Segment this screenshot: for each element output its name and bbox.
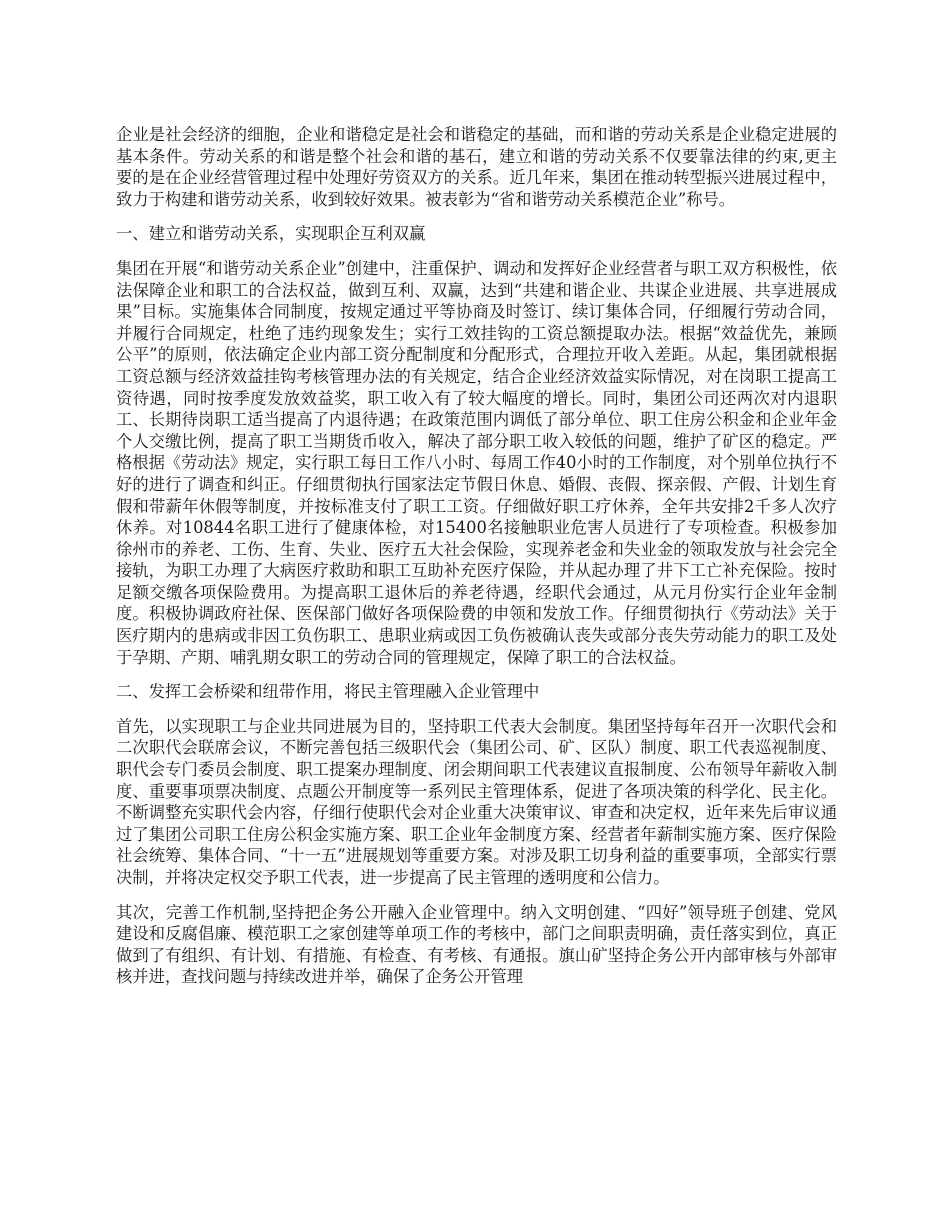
section-2-paragraph-2: 其次，完善工作机制,坚持把企务公开融入企业管理中。纳入文明创建、“四好”领导班子创建、党风建设和反腐倡廉、模范职工之家创建等单项工作的考核中，部门之间职责明确，责任落实到位，真正做到了有组织、有计划、有措施、有检查、有考核、有通报。旗山矿坚持企务公开内部审核与外部审核并进，查找问题与持续改进并举，确保了企务公开管理 xyxy=(116,902,837,987)
section-heading-2: 二、发挥工会桥梁和纽带作用，将民主管理融入企业管理中 xyxy=(116,682,540,702)
section-1-paragraph: 集团在开展“和谐劳动关系企业”创建中，注重保护、调动和发挥好企业经营者与职工双方积极性，依法保障企业和职工的合法权益，做到互利、双赢，达到“共建和谐企业、共谋企业进展、共享进展成果”目标。实施集体合同制度，按规定通过平等协商及时签订、续订集体合同，仔细履行劳动合同，并履行合同规定，杜绝了违约现象发生；实行工效挂钩的工资总额提取办法。根据“效益优先，兼顾公平”的原则，依法确定企业内部工资分配制度和分配形式，合理拉开收入差距。从起，集团就根据工资总额与经济效益挂钩考核管理办法的有关规定，结合企业经济效益实际情况，对在岗职工提高工资待遇，同时按季度发放效益奖，职工收入有了较大幅度的增长。同时，集团公司还两次对内退职工、长期待岗职工适当提高了内退待遇；在政策范围内调低了部分单位、职工住房公积金和企业年金个人交缴比例，提高了职工当期货币收入，解决了部分职工收入较低的问题，维护了矿区的稳定。严格根据《劳动法》规定，实行职工每日工作八小时、每周工作40小时的工作制度，对个别单位执行不好的进行了调查和纠正。仔细贯彻执行国家法定节假日休息、婚假、丧假、探亲假、产假、计划生育假和带薪年休假等制度，并按标准支付了职工工资。仔细做好职工疗休养，全年共安排2千多人次疗休养。对10844名职工进行了健康体检，对15400名接触职业危害人员进行了专项检查。积极参加徐州市的养老、工伤、生育、失业、医疗五大社会保险，实现养老金和失业金的领取发放与社会完全接轨，为职工办理了大病医疗救助和职工互助补充医疗保险，并从起办理了井下工亡补充保险。按时足额交缴各项保险费用。为提高职工退休后的养老待遇，经职代会通过，从元月份实行企业年金制度。积极协调政府社保、医保部门做好各项保险费的申领和发放工作。仔细贯彻执行《劳动法》关于医疗期内的患病或非因工负伤职工、患职业病或因工负伤被确认丧失或部分丧失劳动能力的职工及处于孕期、产期、哺乳期女职工的劳动合同的管理规定，保障了职工的合法权益。 xyxy=(116,258,837,667)
section-heading-1: 一、建立和谐劳动关系，实现职企互利双赢 xyxy=(116,224,426,244)
section-2-paragraph-1: 首先，以实现职工与企业共同进展为目的，坚持职工代表大会制度。集团坚持每年召开一次职代会和二次职代会联席会议，不断完善包括三级职代会（集团公司、矿、区队）制度、职工代表巡视制度、职代会专门委员会制度、职工提案办理制度、闭会期间职工代表建议直报制度、公布领导年薪收入制度、重要事项票决制度、点题公开制度等一系列民主管理体系，促进了各项决策的科学化、民主化。不断调整充实职代会内容，仔细行使职代会对企业重大决策审议、审查和决定权，近年来先后审议通过了集团公司职工住房公积金实施方案、职工企业年金制度方案、经营者年薪制实施方案、医疗保险社会统筹、集体合同、“十一五”进展规划等重要方案。对涉及职工切身利益的重要事项，全部实行票决制，并将决定权交予职工代表，进一步提高了民主管理的透明度和公信力。 xyxy=(116,716,837,887)
intro-paragraph: 企业是社会经济的细胞，企业和谐稳定是社会和谐稳定的基础，而和谐的劳动关系是企业稳定进展的基本条件。劳动关系的和谐是整个社会和谐的基石，建立和谐的劳动关系不仅要靠法律的约束,更主要的是在企业经营管理过程中处理好劳资双方的关系。近几年来，集团在推动转型振兴进展过程中，致力于构建和谐劳动关系，收到较好效果。被表彰为“省和谐劳动关系模范企业”称号。 xyxy=(116,125,837,209)
